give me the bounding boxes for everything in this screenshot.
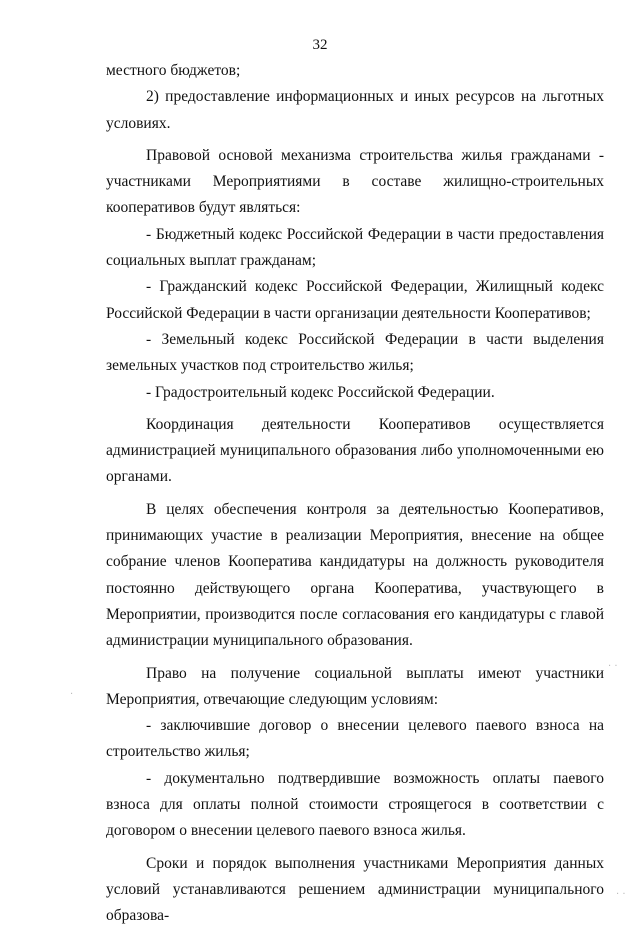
scan-dot: ·	[70, 689, 74, 700]
list-item: - документально подтвердившие возможность оплаты паевого взноса для оплаты полной стоимости строящегося в соответствии с договором о внесении целевого паевого взноса жилья.	[106, 769, 604, 840]
page-number: 32	[312, 37, 328, 53]
list-item: - заключившие договор о внесении целевого паевого взноса на строительство жилья;	[106, 717, 604, 761]
list-item: - Бюджетный кодекс Российской Федерации в части предоставления социальных выплат гражданам;	[106, 225, 604, 270]
paragraph-continuation: местного бюджетов;	[106, 62, 241, 79]
list-item: - Гражданский кодекс Российской Федерации, Жилищный кодекс Российской Федерации в части организации деятельности Кооперативов;	[106, 278, 604, 322]
paragraph: Правовой основой механизма строительства жилья гражданами - участниками Мероприятиями в составе жилищно-строительных кооперативов будут являться:	[106, 146, 604, 217]
paragraph: В целях обеспечения контроля за деятельностью Кооперативов, принимающих участие в реализации Мероприятия, внесение на общее собрание членов Кооператива кандидатуры на должность руководителя постоянно действующего органа Кооператива, участвующего в Мероприятии, производится после согласования его кандидатуры с главой администрации муниципального образования.	[106, 500, 604, 650]
paragraph: Сроки и порядок выполнения участниками Мероприятия данных условий устанавливаются решением администрации муниципального образова-	[106, 854, 604, 925]
scan-dots: · ·	[616, 889, 626, 900]
scan-dots: · ·	[608, 661, 618, 672]
list-item: - Градостроительный кодекс Российской Федерации.	[146, 383, 495, 401]
list-item: - Земельный кодекс Российской Федерации в части выделения земельных участков под строительство жилья;	[106, 330, 604, 375]
paragraph: Право на получение социальной выплаты имеют участники Мероприятия, отвечающие следующим условиям:	[106, 664, 604, 708]
paragraph: Координация деятельности Кооперативов осуществляется администрацией муниципального образования либо уполномоченными ею органами.	[106, 415, 604, 486]
body-text	[106, 58, 604, 930]
paragraph: 2) предоставление информационных и иных ресурсов на льготных условиях.	[106, 88, 604, 132]
